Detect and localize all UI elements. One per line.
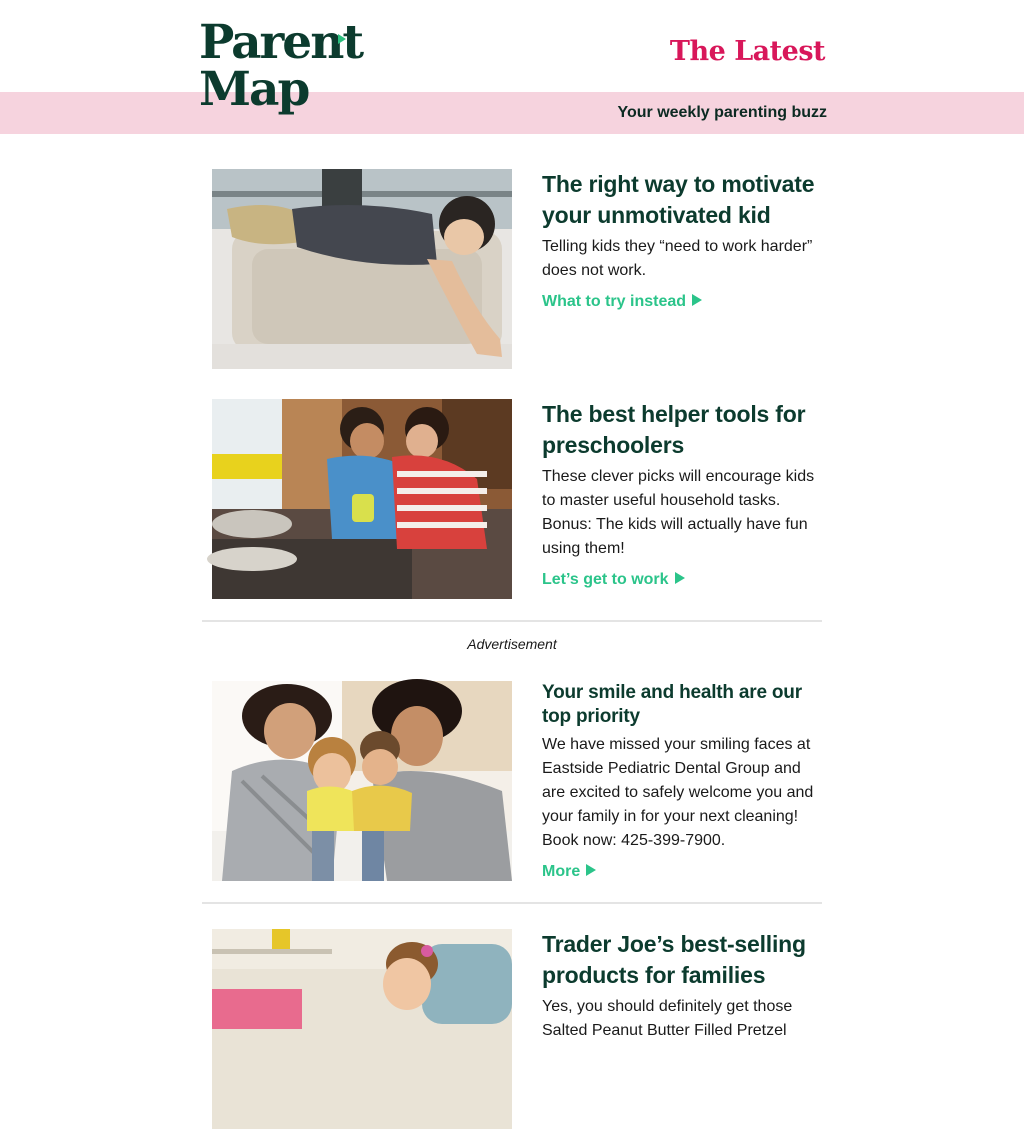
read-more-link[interactable] (542, 571, 685, 589)
section-title: The Latest (669, 36, 825, 67)
article-image-trader-joes[interactable] (212, 929, 512, 1129)
article-image-bored-kid[interactable] (212, 169, 512, 369)
more-link[interactable] (542, 863, 596, 881)
article-text (542, 399, 824, 589)
tagline: Your weekly parenting buzz (617, 104, 827, 121)
logo-line-2: Map (199, 62, 309, 117)
ad-image-family[interactable] (212, 681, 512, 881)
logo-arrow-icon (338, 34, 346, 44)
play-arrow-icon (586, 864, 596, 876)
read-more-link[interactable] (542, 293, 702, 311)
cta-label: More (542, 863, 581, 880)
article-title[interactable]: The best helper tools for preschoolers (542, 401, 806, 458)
parentmap-logo[interactable] (199, 15, 363, 120)
logo-line-1: Parent (199, 15, 363, 70)
article-description: These clever picks will encourage kids to master useful household tasks. Bonus: The kids will actually have fun using them! (542, 468, 815, 557)
article-title[interactable]: The right way to motivate your unmotivated kid (542, 171, 815, 228)
cta-label: What to try instead (542, 293, 687, 310)
article-description: Telling kids they “need to work harder” does not work. (542, 238, 813, 279)
play-arrow-icon (692, 294, 702, 306)
article-description: Yes, you should definitely get those Salted Peanut Butter Filled Pretzel (542, 998, 793, 1039)
ad-text (542, 681, 824, 881)
article-title[interactable]: Trader Joe’s best-selling products for families (542, 931, 806, 988)
ad-description: We have missed your smiling faces at Eastside Pediatric Dental Group and are excited to safely welcome you and your family in for your next cleaning! Book now: 425-399-7900. (542, 736, 814, 849)
section-divider (202, 620, 822, 622)
ad-title[interactable]: Your smile and health are our top priority (542, 682, 802, 727)
article-text (542, 169, 824, 311)
tagline-band (0, 92, 1024, 134)
advertisement-label: Advertisement (467, 636, 557, 652)
article-image-helper-tools[interactable] (212, 399, 512, 599)
article-text (542, 929, 824, 1043)
cta-label: Let’s get to work (542, 571, 669, 588)
section-divider (202, 902, 822, 904)
play-arrow-icon (675, 572, 685, 584)
